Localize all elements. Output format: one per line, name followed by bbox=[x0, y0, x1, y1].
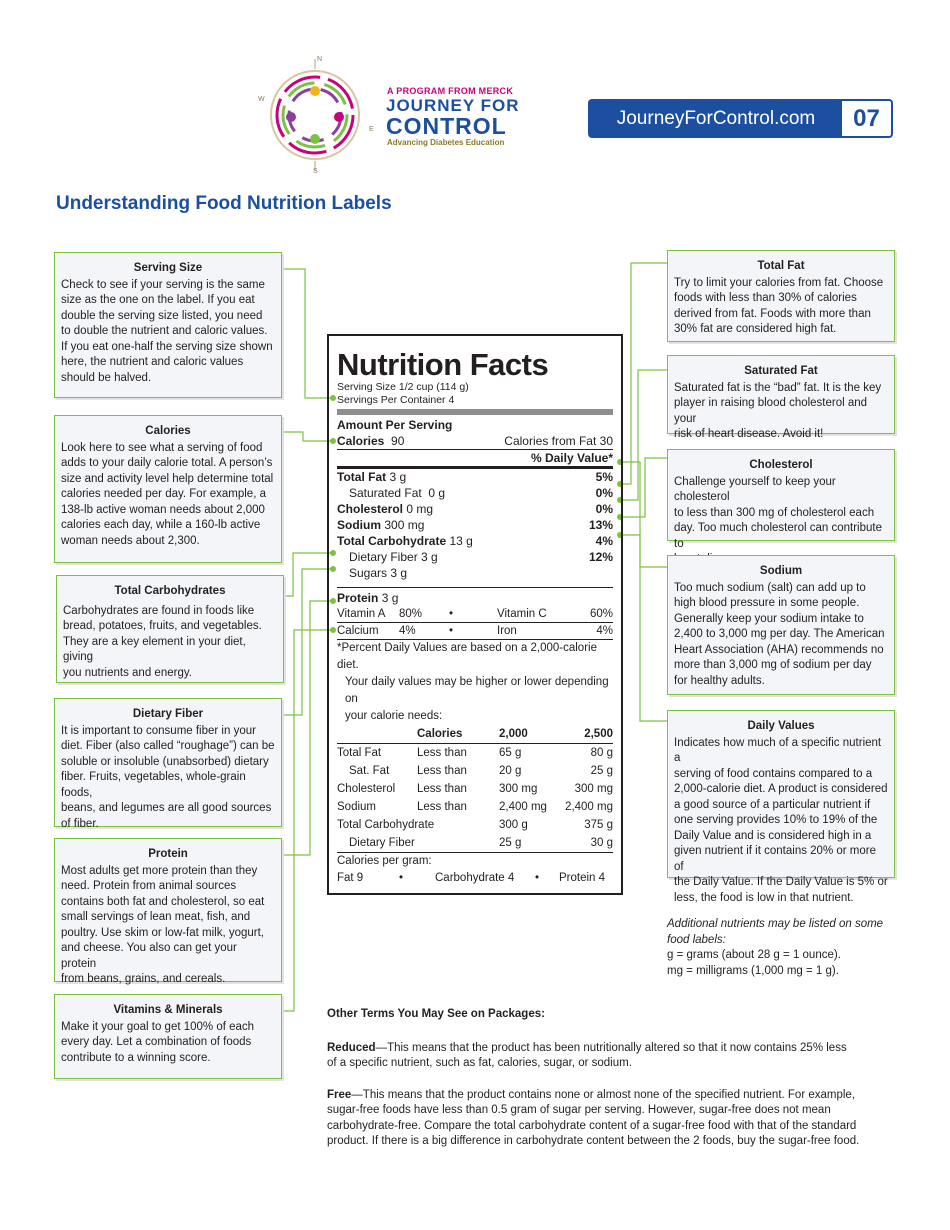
table-cell: 25 g bbox=[590, 765, 613, 777]
table-cell: Less than bbox=[417, 801, 467, 813]
nutrient-amount: 0 g bbox=[428, 486, 446, 500]
nutrient-label: Dietary Fiber bbox=[349, 550, 418, 564]
callout-line: you nutrients and energy. bbox=[63, 666, 192, 679]
nutrient-dv: 12% bbox=[588, 550, 613, 564]
nutrient-dv: 0% bbox=[595, 502, 613, 516]
vitamin-a-value: 80% bbox=[399, 608, 423, 620]
callout-line: foods with less than 30% of calories bbox=[674, 292, 857, 304]
callout-line: size and activity level help determine total bbox=[61, 472, 274, 485]
footnote-line: Your daily values may be higher or lower depending on bbox=[345, 676, 609, 705]
calories-value: 90 bbox=[391, 434, 405, 448]
callout-line: Try to limit your calories from fat. Choose bbox=[674, 276, 884, 289]
site-url[interactable]: JourneyForControl.com bbox=[590, 101, 842, 136]
callout-line: to less than 300 mg of cholesterol each bbox=[674, 506, 875, 519]
nutrient-amount: 3 g bbox=[389, 470, 407, 484]
compass-w-label: W bbox=[258, 96, 265, 103]
bullet: • bbox=[449, 625, 454, 637]
amount-per-serving-label: Amount Per Serving bbox=[337, 418, 453, 432]
table-cell: Less than bbox=[417, 783, 467, 795]
callout-line: Too much sodium (salt) can add up to bbox=[674, 581, 866, 594]
bullet: • bbox=[399, 872, 404, 884]
callout-line: player in raising blood cholesterol and your bbox=[674, 397, 868, 425]
callout-calories bbox=[54, 415, 282, 563]
page-number: 07 bbox=[853, 105, 880, 132]
callout-line: fiber. Fruits, vegetables, whole-grain foods, bbox=[61, 771, 246, 799]
divider bbox=[337, 409, 613, 415]
nutrient-amount: 3 g bbox=[381, 591, 399, 605]
table-header-row bbox=[337, 725, 613, 743]
bullet: • bbox=[449, 608, 454, 620]
compass-e-label: E bbox=[369, 126, 374, 133]
callout-line: woman needs about 2,300. bbox=[61, 534, 200, 547]
callout-line: need. Protein from animal sources bbox=[61, 880, 237, 892]
callout-title: Calories bbox=[145, 425, 191, 437]
callout-cholesterol bbox=[667, 449, 895, 550]
table-row bbox=[337, 780, 613, 798]
nutrient-row-sodium bbox=[337, 517, 613, 533]
callout-line: risk of heart disease. Avoid it! bbox=[674, 428, 824, 440]
nutrient-row-sugars bbox=[337, 565, 613, 587]
table-cell: 25 g bbox=[499, 837, 522, 849]
callout-line: the Daily Value. If the Daily Value is 5% or bbox=[674, 876, 888, 888]
other-terms-section bbox=[327, 1007, 867, 1166]
callout-line: 30% fat are considered high fat. bbox=[674, 323, 837, 335]
callout-line: Carbohydrates are found in foods like bbox=[63, 604, 255, 617]
table-row bbox=[337, 744, 613, 762]
callout-line: here, the nutrient and caloric values bbox=[61, 356, 244, 368]
callout-line: Make it your goal to get 100% of each bbox=[61, 1020, 255, 1033]
callout-line: high blood pressure in some people. bbox=[674, 597, 860, 609]
callout-line: poultry. Use skim or low-fat milk, yogurt, bbox=[61, 926, 265, 939]
callout-dietary-fiber bbox=[54, 698, 282, 830]
callout-line: a good source of a particular nutrient if bbox=[674, 798, 871, 811]
nutrient-amount: 0 mg bbox=[406, 502, 434, 516]
calories-per-gram: Calories per gram: bbox=[337, 855, 432, 867]
note-line: food labels: bbox=[667, 933, 726, 946]
callout-line: They are a key element in your diet, giving bbox=[63, 635, 246, 663]
callout-line: contains both fat and cholesterol, so eat bbox=[61, 895, 265, 908]
term-name: Free bbox=[327, 1088, 352, 1101]
vitamin-a-label: Vitamin A bbox=[337, 608, 386, 620]
callout-line: diet. Fiber (also called “roughage”) can be bbox=[61, 740, 275, 752]
callout-daily-values bbox=[667, 710, 895, 904]
calories-per-gram-row bbox=[337, 870, 613, 886]
table-cell: Total Fat bbox=[337, 747, 382, 759]
nutrient-label: Protein bbox=[337, 591, 379, 605]
callout-line: beans, and legumes are all good sources bbox=[61, 802, 272, 814]
brand-line1: JOURNEY FOR bbox=[386, 96, 520, 115]
callout-title: Saturated Fat bbox=[744, 365, 818, 377]
table-cell: Dietary Fiber bbox=[349, 837, 415, 849]
nutrient-row-protein bbox=[337, 590, 613, 606]
table-header-cell bbox=[337, 725, 417, 743]
table-header-cell: Calories bbox=[417, 728, 463, 740]
callout-line: calories each day, while a 160-lb active bbox=[61, 519, 261, 531]
nutrition-facts-title: Nutrition Facts bbox=[337, 347, 549, 382]
callout-line: and cheese. You also can get your protein bbox=[61, 942, 237, 970]
callout-line: Look here to see what a serving of food bbox=[61, 441, 263, 454]
note-line: Additional nutrients may be listed on some bbox=[667, 918, 884, 930]
additional-nutrients-note bbox=[667, 917, 897, 979]
table-cell: Less than bbox=[417, 765, 467, 777]
note-line: mg = milligrams (1,000 mg = 1 g). bbox=[667, 964, 839, 977]
table-cell: 2,400 mg bbox=[499, 801, 547, 813]
table-cell: 300 mg bbox=[499, 783, 538, 795]
nutrient-label: Saturated Fat bbox=[349, 486, 422, 500]
callout-sodium bbox=[667, 555, 895, 695]
nutrient-row-dietary-fiber bbox=[337, 549, 613, 565]
nutrient-dv: 5% bbox=[595, 470, 613, 484]
nutrient-row-total-carb bbox=[337, 533, 613, 549]
table-cell: 80 g bbox=[590, 747, 613, 759]
callout-line: every day. Let a combination of foods bbox=[61, 1036, 252, 1048]
nutrient-label: Total Fat bbox=[337, 470, 387, 484]
nutrient-label: Sugars bbox=[349, 566, 388, 580]
table-header-cell: 2,500 bbox=[584, 728, 613, 740]
callout-line: for healthy adults. bbox=[674, 674, 765, 687]
callout-line: derived from fat. Foods with more than bbox=[674, 307, 871, 320]
table-cell: 20 g bbox=[499, 765, 522, 777]
callout-line: Saturated fat is the “bad” fat. It is the key bbox=[674, 381, 882, 394]
callout-line: of fiber. bbox=[61, 817, 99, 830]
calories-from-fat: Calories from Fat 30 bbox=[504, 434, 613, 448]
nutrient-label: Sodium bbox=[337, 518, 381, 532]
bullet: • bbox=[535, 872, 540, 884]
callout-line: Daily Value and is considered high in a bbox=[674, 829, 872, 842]
brand-tagline: Advancing Diabetes Education bbox=[387, 138, 505, 147]
vitamin-c-value: 60% bbox=[589, 608, 613, 620]
callout-line: should be halved. bbox=[61, 371, 152, 384]
callout-line: double the serving size listed, you need bbox=[61, 309, 263, 322]
calories-label: Calories bbox=[337, 434, 385, 448]
daily-value-header bbox=[337, 450, 613, 466]
callout-line: more than 3,000 mg of sodium per day bbox=[674, 659, 872, 671]
serving-size: Serving Size 1/2 cup (114 g) bbox=[337, 381, 469, 393]
vitamin-row-2 bbox=[337, 623, 613, 639]
nutrient-dv: 13% bbox=[588, 518, 613, 532]
note-line: g = grams (about 28 g = 1 ounce). bbox=[667, 949, 841, 961]
nutrient-amount: 13 g bbox=[449, 534, 473, 548]
callout-line: day. Too much cholesterol can contribute to bbox=[674, 522, 882, 550]
terms-heading: Other Terms You May See on Packages: bbox=[327, 1008, 545, 1020]
callout-line: given nutrient if it contains 20% or more of bbox=[674, 845, 876, 873]
callout-title: Sodium bbox=[759, 565, 803, 577]
page-title: Understanding Food Nutrition Labels bbox=[56, 193, 392, 214]
term-text: product. If there is a big difference in carbohydrate content between the 2 foods, buy the sugar-free food. bbox=[327, 1135, 860, 1147]
callout-title: Protein bbox=[148, 848, 188, 860]
callout-line: Most adults get more protein than they bbox=[61, 864, 258, 877]
nutrient-dv: 0% bbox=[595, 486, 613, 500]
callout-saturated-fat bbox=[667, 355, 895, 440]
term-reduced bbox=[327, 1041, 867, 1072]
callout-line: soluble or insoluble (unabsorbed) dietary bbox=[61, 755, 269, 768]
callout-title: Total Fat bbox=[757, 260, 805, 272]
cpg-carb: Carbohydrate 4 bbox=[435, 872, 515, 884]
servings-per-container: Servings Per Container 4 bbox=[337, 394, 455, 406]
brand-line2: CONTROL bbox=[386, 113, 507, 139]
callout-line: Indicates how much of a specific nutrient a bbox=[674, 736, 882, 764]
nutrient-amount: 300 mg bbox=[384, 518, 425, 532]
table-row bbox=[337, 816, 613, 834]
compass-s-label: S bbox=[313, 168, 318, 175]
footnote-line: your calorie needs: bbox=[345, 710, 443, 722]
callout-line: to double the nutrient and caloric values. bbox=[61, 325, 268, 337]
vitamin-row-1 bbox=[337, 606, 613, 622]
calcium-label: Calcium bbox=[337, 625, 379, 637]
cpg-protein: Protein 4 bbox=[559, 872, 606, 884]
nutrient-row-cholesterol bbox=[337, 501, 613, 517]
cpg-fat: Fat 9 bbox=[337, 872, 364, 884]
callout-title: Serving Size bbox=[133, 262, 203, 274]
callout-line: calories needed per day. For example, a bbox=[61, 488, 266, 500]
callout-title: Vitamins & Minerals bbox=[113, 1004, 223, 1016]
term-text: —This means that the product has been nutritionally altered so that it now contains 25% less bbox=[375, 1041, 847, 1054]
term-text: —This means that the product contains none or almost none of the specified nutrient. For example, bbox=[351, 1088, 856, 1101]
vitamin-c-label: Vitamin C bbox=[497, 608, 547, 620]
callout-line: serving of food contains compared to a bbox=[674, 767, 873, 780]
table-row bbox=[337, 762, 613, 780]
table-row bbox=[337, 798, 613, 816]
callout-line: Generally keep your sodium intake to bbox=[674, 612, 864, 625]
callout-title: Daily Values bbox=[747, 720, 815, 732]
nutrition-facts-label bbox=[327, 334, 623, 895]
table-cell: Sat. Fat bbox=[349, 765, 390, 777]
callout-line: 2,400 to 3,000 mg per day. The American bbox=[674, 628, 885, 640]
callout-line: Check to see if your serving is the same bbox=[61, 278, 265, 291]
callout-line: 138-lb active woman needs about 2,000 bbox=[61, 503, 265, 516]
amount-per-serving bbox=[337, 417, 613, 433]
callout-line: If you eat one-half the serving size shown bbox=[61, 340, 273, 353]
table-cell: 2,400 mg bbox=[565, 801, 613, 813]
table-cell: 375 g bbox=[584, 819, 613, 831]
term-name: Reduced bbox=[327, 1041, 376, 1054]
table-cell: Cholesterol bbox=[337, 783, 396, 795]
table-header-cell: 2,000 bbox=[499, 728, 528, 740]
callout-line: size as the one on the label. If you eat bbox=[61, 294, 255, 306]
callout-title: Cholesterol bbox=[749, 459, 813, 471]
iron-label: Iron bbox=[497, 625, 517, 637]
callout-line: It is important to consume fiber in your bbox=[61, 724, 256, 737]
callout-title: Total Carbohydrates bbox=[114, 585, 226, 597]
callout-line: Challenge yourself to keep your cholesterol bbox=[674, 475, 836, 503]
nutrient-row-sat-fat bbox=[337, 485, 613, 501]
table-cell: 65 g bbox=[499, 747, 522, 759]
callout-title: Dietary Fiber bbox=[132, 708, 204, 720]
callout-protein bbox=[54, 838, 282, 985]
table-cell: 300 mg bbox=[574, 783, 613, 795]
callout-line: 2,000-calorie diet. A product is considered bbox=[674, 783, 888, 795]
callout-total-fat bbox=[667, 250, 895, 342]
callout-line: bread, potatoes, fruits, and vegetables. bbox=[63, 620, 262, 632]
callout-line: from beans, grains, and cereals. bbox=[61, 973, 226, 985]
nutrient-amount: 3 g bbox=[421, 550, 438, 564]
compass-n-label: N bbox=[317, 56, 323, 63]
nutrient-label: Total Carbohydrate bbox=[337, 534, 447, 548]
footnote-line: *Percent Daily Values are based on a 2,000-calorie diet. bbox=[337, 642, 597, 671]
iron-value: 4% bbox=[596, 625, 613, 637]
calories-row bbox=[337, 433, 613, 449]
calcium-value: 4% bbox=[399, 625, 416, 637]
callout-line: one serving provides 10% to 19% of the bbox=[674, 814, 878, 826]
table-row bbox=[337, 834, 613, 852]
daily-value-header-text: % Daily Value* bbox=[530, 451, 613, 465]
table-cell: Sodium bbox=[337, 801, 376, 813]
callout-line: Heart Association (AHA) recommends no bbox=[674, 643, 884, 656]
callout-line: small servings of lean meat, fish, and bbox=[61, 911, 251, 923]
term-free bbox=[327, 1088, 867, 1150]
term-text: of a specific nutrient, such as fat, calories, sugar, or sodium. bbox=[327, 1057, 632, 1069]
table-cell: Less than bbox=[417, 747, 467, 759]
daily-values-table bbox=[337, 725, 613, 852]
term-text: carbohydrate-free. Compare the total carbohydrate content of a sugar-free food with that of the standard bbox=[327, 1119, 857, 1132]
callout-line: contribute to a winning score. bbox=[61, 1051, 211, 1064]
callout-line: less, the food is low in that nutrient. bbox=[674, 891, 854, 904]
table-cell: 300 g bbox=[499, 819, 528, 831]
table-cell: Total Carbohydrate bbox=[337, 819, 435, 831]
callout-total-carbohydrates bbox=[56, 575, 284, 683]
table-cell: 30 g bbox=[590, 837, 613, 849]
callout-serving-size bbox=[54, 252, 282, 398]
nutrient-dv: 4% bbox=[595, 534, 613, 548]
nutrient-amount: 3 g bbox=[390, 566, 408, 580]
callout-line: adds to your daily calorie total. A person’s bbox=[61, 457, 273, 469]
divider bbox=[337, 587, 613, 588]
nutrient-row-total-fat bbox=[337, 469, 613, 485]
callout-vitamins-minerals bbox=[54, 994, 282, 1079]
brand-program: A PROGRAM FROM MERCK bbox=[387, 86, 514, 96]
term-text: sugar-free foods have less than 0.5 gram of sugar per serving. However, sugar-free does not mean bbox=[327, 1104, 831, 1116]
nutrient-label: Cholesterol bbox=[337, 502, 404, 516]
